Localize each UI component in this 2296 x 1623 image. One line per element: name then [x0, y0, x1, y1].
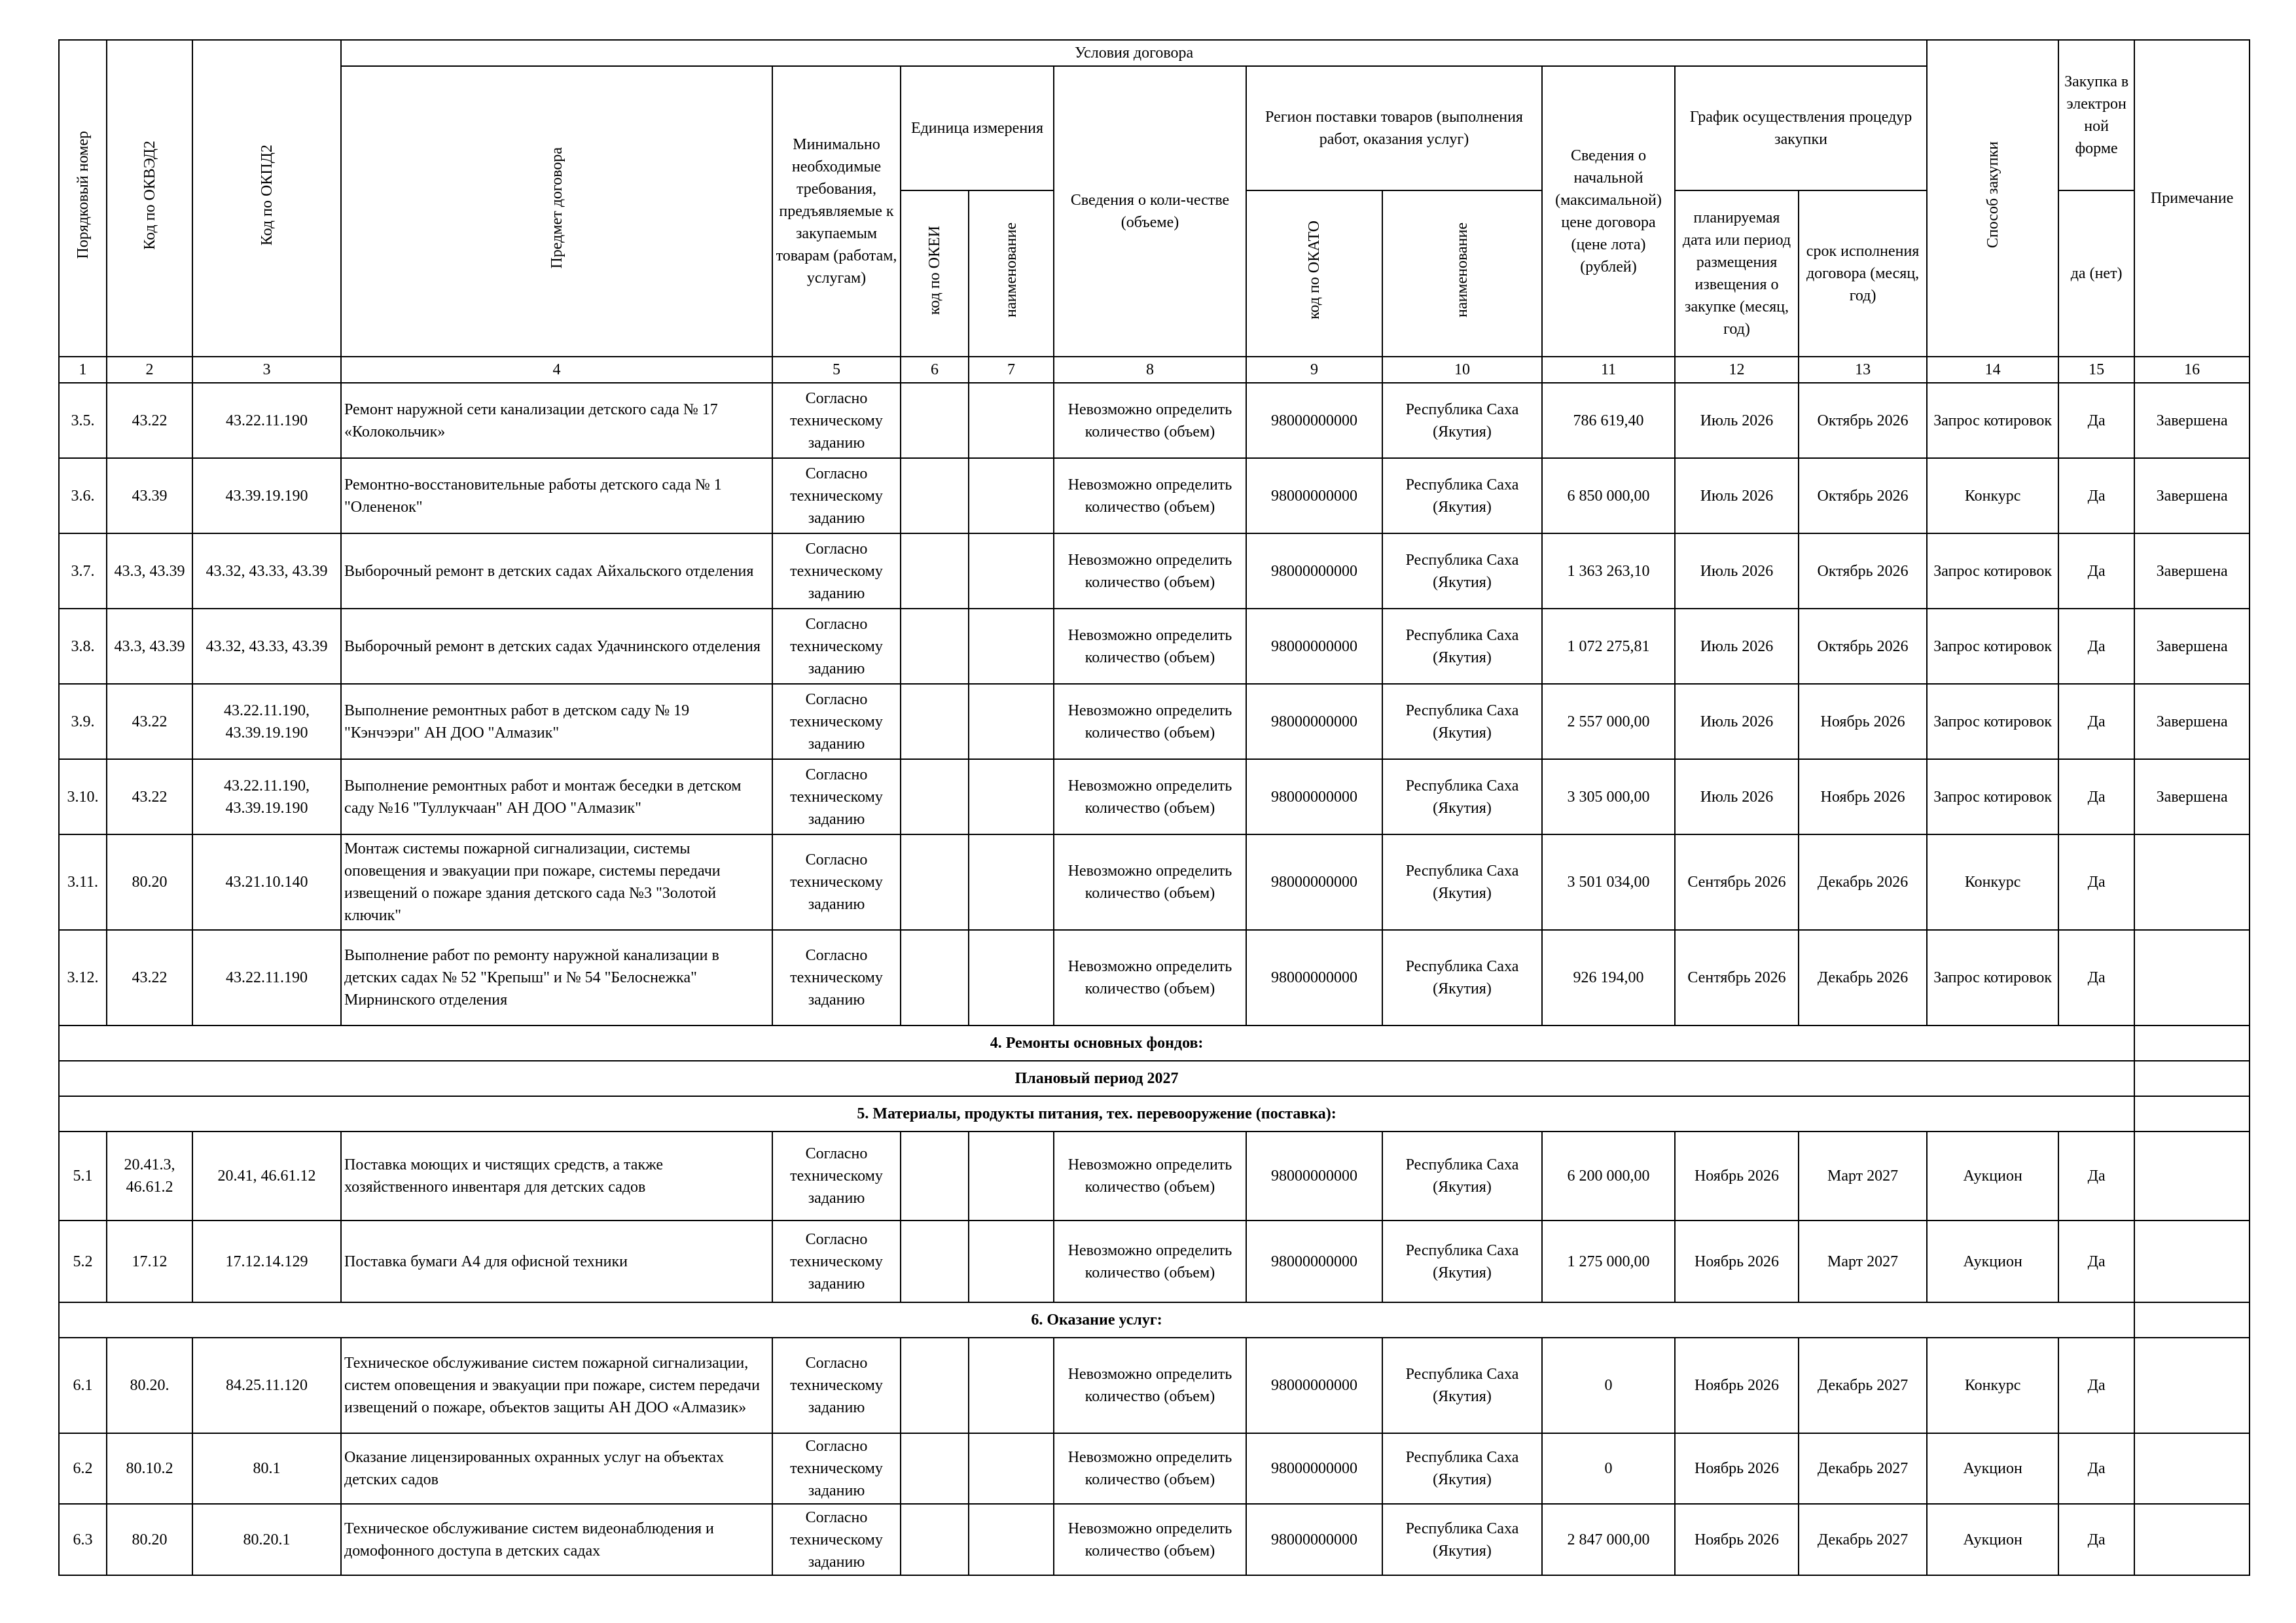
cell-method: Запрос котировок: [1927, 759, 2058, 834]
cell-okved: 80.20: [107, 834, 192, 930]
column-number: 4: [341, 357, 772, 383]
empty-cell: [901, 533, 969, 609]
cell-req: Согласно техническому заданию: [772, 533, 901, 609]
column-number: 10: [1382, 357, 1542, 383]
cell-price: 0: [1542, 1433, 1675, 1504]
cell-plan: Сентябрь 2026: [1675, 834, 1799, 930]
column-number: 9: [1246, 357, 1382, 383]
cell-method: Конкурс: [1927, 458, 2058, 533]
cell-num: 5.2: [59, 1221, 107, 1302]
cell-region: Республика Саха (Якутия): [1382, 1338, 1542, 1433]
empty-cell: [901, 834, 969, 930]
cell-subject: Выборочный ремонт в детских садах Удачнинского отделения: [341, 609, 772, 684]
cell-term: Октябрь 2026: [1799, 609, 1927, 684]
cell-method: Аукцион: [1927, 1433, 2058, 1504]
cell-subject: Выполнение ремонтных работ и монтаж беседки в детском саду №16 "Туллукчаан" АН ДОО "Алмазик": [341, 759, 772, 834]
empty-cell: [2134, 1096, 2250, 1132]
cell-price: 0: [1542, 1338, 1675, 1433]
cell-el: Да: [2058, 1433, 2134, 1504]
cell-term: Октябрь 2026: [1799, 458, 1927, 533]
empty-cell: [969, 533, 1054, 609]
cell-plan: Ноябрь 2026: [1675, 1338, 1799, 1433]
cell-okved: 43.22: [107, 684, 192, 759]
cell-num: 3.10.: [59, 759, 107, 834]
table-row: [59, 834, 2250, 930]
cell-method: Запрос котировок: [1927, 383, 2058, 458]
cell-el: Да: [2058, 1132, 2134, 1221]
cell-req: Согласно техническому заданию: [772, 609, 901, 684]
table-row: [59, 458, 2250, 533]
empty-cell: [901, 1221, 969, 1302]
cell-qty: Невозможно определить количество (объем): [1054, 834, 1246, 930]
cell-okato: 98000000000: [1246, 684, 1382, 759]
cell-region: Республика Саха (Якутия): [1382, 834, 1542, 930]
cell-plan: Июль 2026: [1675, 383, 1799, 458]
cell-okato: 98000000000: [1246, 1433, 1382, 1504]
empty-cell: [901, 684, 969, 759]
cell-note: [2134, 1221, 2250, 1302]
cell-qty: Невозможно определить количество (объем): [1054, 759, 1246, 834]
cell-price: 3 501 034,00: [1542, 834, 1675, 930]
cell-num: 6.3: [59, 1504, 107, 1575]
cell-note: [2134, 834, 2250, 930]
cell-term: Ноябрь 2026: [1799, 759, 1927, 834]
header-unit-name: наименование: [969, 190, 1054, 357]
cell-region: Республика Саха (Якутия): [1382, 759, 1542, 834]
cell-subject: Монтаж системы пожарной сигнализации, системы оповещения и эвакуации при пожаре, системы передачи извещений о пожаре здания детского сада №3 "Золотой ключик": [341, 834, 772, 930]
cell-plan: Июль 2026: [1675, 609, 1799, 684]
header-row-1: [59, 40, 2250, 66]
cell-okved: 80.20: [107, 1504, 192, 1575]
cell-okpd: 43.22.11.190, 43.39.19.190: [192, 684, 341, 759]
cell-okpd: 20.41, 46.61.12: [192, 1132, 341, 1221]
cell-okpd: 43.22.11.190, 43.39.19.190: [192, 759, 341, 834]
section-6-row: [59, 1302, 2250, 1338]
section-6-row-title: 6. Оказание услуг:: [59, 1302, 2134, 1338]
empty-cell: [901, 1132, 969, 1221]
header-price: Сведения о начальной (максимальной) цене договора (цене лота) (рублей): [1542, 66, 1675, 357]
cell-req: Согласно техническому заданию: [772, 834, 901, 930]
cell-region: Республика Саха (Якутия): [1382, 383, 1542, 458]
cell-note: [2134, 1132, 2250, 1221]
header-electronic-yes: да (нет): [2058, 190, 2134, 357]
header-region: Регион поставки товаров (выполнения работ, оказания услуг): [1246, 66, 1542, 190]
cell-okved: 80.10.2: [107, 1433, 192, 1504]
cell-num: 6.1: [59, 1338, 107, 1433]
cell-plan: Ноябрь 2026: [1675, 1221, 1799, 1302]
cell-el: Да: [2058, 458, 2134, 533]
cell-okpd: 43.22.11.190: [192, 383, 341, 458]
column-number: 3: [192, 357, 341, 383]
column-number: 15: [2058, 357, 2134, 383]
cell-okato: 98000000000: [1246, 1221, 1382, 1302]
table-row: [59, 1221, 2250, 1302]
cell-price: 6 200 000,00: [1542, 1132, 1675, 1221]
empty-cell: [969, 1433, 1054, 1504]
cell-plan: Ноябрь 2026: [1675, 1433, 1799, 1504]
header-min-req: Минимально необходимые требования, предъявляемые к закупаемым товарам (работам, услугам): [772, 66, 901, 357]
cell-region: Республика Саха (Якутия): [1382, 533, 1542, 609]
cell-term: Декабрь 2027: [1799, 1433, 1927, 1504]
header-schedule: График осуществления процедур закупки: [1675, 66, 1927, 190]
empty-cell: [969, 1504, 1054, 1575]
cell-okato: 98000000000: [1246, 1504, 1382, 1575]
cell-term: Ноябрь 2026: [1799, 684, 1927, 759]
empty-cell: [969, 458, 1054, 533]
table-row: [59, 930, 2250, 1026]
empty-cell: [969, 1338, 1054, 1433]
empty-cell: [969, 759, 1054, 834]
header-term: срок исполнения договора (месяц, год): [1799, 190, 1927, 357]
cell-okato: 98000000000: [1246, 759, 1382, 834]
cell-okato: 98000000000: [1246, 1338, 1382, 1433]
cell-note: [2134, 1338, 2250, 1433]
cell-region: Республика Саха (Якутия): [1382, 930, 1542, 1026]
empty-cell: [901, 930, 969, 1026]
cell-price: 926 194,00: [1542, 930, 1675, 1026]
cell-region: Республика Саха (Якутия): [1382, 684, 1542, 759]
cell-okato: 98000000000: [1246, 533, 1382, 609]
cell-method: Запрос котировок: [1927, 533, 2058, 609]
cell-qty: Невозможно определить количество (объем): [1054, 684, 1246, 759]
cell-okato: 98000000000: [1246, 458, 1382, 533]
column-number: 7: [969, 357, 1054, 383]
cell-method: Конкурс: [1927, 1338, 2058, 1433]
cell-subject: Ремонтно-восстановительные работы детского сада № 1 "Олененок": [341, 458, 772, 533]
header-subject: Предмет договора: [341, 66, 772, 357]
cell-el: Да: [2058, 684, 2134, 759]
cell-qty: Невозможно определить количество (объем): [1054, 1132, 1246, 1221]
empty-cell: [901, 458, 969, 533]
cell-subject: Выполнение ремонтных работ в детском саду № 19 "Кэнчээри" АН ДОО "Алмазик": [341, 684, 772, 759]
empty-cell: [901, 759, 969, 834]
cell-qty: Невозможно определить количество (объем): [1054, 533, 1246, 609]
header-method: Способ закупки: [1927, 40, 2058, 357]
cell-okpd: 43.22.11.190: [192, 930, 341, 1026]
cell-method: Запрос котировок: [1927, 930, 2058, 1026]
cell-term: Декабрь 2027: [1799, 1338, 1927, 1433]
header-row-2: [59, 66, 2250, 190]
cell-term: Декабрь 2026: [1799, 834, 1927, 930]
cell-method: Аукцион: [1927, 1221, 2058, 1302]
cell-num: 5.1: [59, 1132, 107, 1221]
cell-req: Согласно техническому заданию: [772, 759, 901, 834]
cell-plan: Сентябрь 2026: [1675, 930, 1799, 1026]
cell-el: Да: [2058, 1338, 2134, 1433]
cell-el: Да: [2058, 834, 2134, 930]
table-row: [59, 609, 2250, 684]
cell-num: 3.5.: [59, 383, 107, 458]
cell-okpd: 80.20.1: [192, 1504, 341, 1575]
cell-okved: 43.3, 43.39: [107, 609, 192, 684]
cell-subject: Техническое обслуживание систем видеонаблюдения и домофонного доступа в детских садах: [341, 1504, 772, 1575]
column-number: 6: [901, 357, 969, 383]
cell-okato: 98000000000: [1246, 1132, 1382, 1221]
cell-price: 3 305 000,00: [1542, 759, 1675, 834]
empty-cell: [901, 1504, 969, 1575]
header-unit: Единица измерения: [901, 66, 1054, 190]
table-row: [59, 684, 2250, 759]
cell-qty: Невозможно определить количество (объем): [1054, 609, 1246, 684]
cell-el: Да: [2058, 533, 2134, 609]
cell-req: Согласно техническому заданию: [772, 1433, 901, 1504]
cell-note: [2134, 1504, 2250, 1575]
cell-term: Декабрь 2027: [1799, 1504, 1927, 1575]
cell-method: Аукцион: [1927, 1504, 2058, 1575]
column-number-row: [59, 357, 2250, 383]
cell-region: Республика Саха (Якутия): [1382, 1504, 1542, 1575]
cell-note: Завершена: [2134, 533, 2250, 609]
cell-method: Запрос котировок: [1927, 609, 2058, 684]
empty-cell: [2134, 1026, 2250, 1061]
table-row: [59, 1338, 2250, 1433]
cell-qty: Невозможно определить количество (объем): [1054, 383, 1246, 458]
header-okved2: Код по ОКВЭД2: [107, 40, 192, 357]
cell-term: Март 2027: [1799, 1221, 1927, 1302]
cell-okpd: 17.12.14.129: [192, 1221, 341, 1302]
table-row: [59, 1132, 2250, 1221]
cell-method: Аукцион: [1927, 1132, 2058, 1221]
cell-num: 3.11.: [59, 834, 107, 930]
column-number: 5: [772, 357, 901, 383]
cell-okpd: 43.39.19.190: [192, 458, 341, 533]
cell-okpd: 43.32, 43.33, 43.39: [192, 609, 341, 684]
empty-cell: [901, 383, 969, 458]
cell-el: Да: [2058, 609, 2134, 684]
cell-method: Конкурс: [1927, 834, 2058, 930]
cell-req: Согласно техническому заданию: [772, 1504, 901, 1575]
empty-cell: [2134, 1302, 2250, 1338]
cell-req: Согласно техническому заданию: [772, 1132, 901, 1221]
cell-num: 6.2: [59, 1433, 107, 1504]
cell-okato: 98000000000: [1246, 930, 1382, 1026]
cell-okato: 98000000000: [1246, 609, 1382, 684]
column-number: 11: [1542, 357, 1675, 383]
cell-region: Республика Саха (Якутия): [1382, 1132, 1542, 1221]
procurement-plan-table: [58, 39, 2250, 1576]
cell-note: Завершена: [2134, 609, 2250, 684]
cell-num: 3.9.: [59, 684, 107, 759]
cell-okved: 43.22: [107, 759, 192, 834]
cell-num: 3.6.: [59, 458, 107, 533]
cell-term: Октябрь 2026: [1799, 533, 1927, 609]
empty-cell: [969, 609, 1054, 684]
cell-okpd: 80.1: [192, 1433, 341, 1504]
cell-price: 2 847 000,00: [1542, 1504, 1675, 1575]
cell-subject: Поставка моющих и чистящих средств, а также хозяйственного инвентаря для детских садов: [341, 1132, 772, 1221]
section-4-row: [59, 1026, 2250, 1061]
cell-qty: Невозможно определить количество (объем): [1054, 1338, 1246, 1433]
header-qty: Сведения о коли-честве (объеме): [1054, 66, 1246, 357]
empty-cell: [969, 1221, 1054, 1302]
cell-okved: 20.41.3, 46.61.2: [107, 1132, 192, 1221]
cell-okved: 43.39: [107, 458, 192, 533]
cell-note: [2134, 930, 2250, 1026]
column-number: 8: [1054, 357, 1246, 383]
cell-subject: Выборочный ремонт в детских садах Айхальского отделения: [341, 533, 772, 609]
empty-cell: [969, 383, 1054, 458]
cell-el: Да: [2058, 1221, 2134, 1302]
empty-cell: [901, 609, 969, 684]
cell-num: 3.8.: [59, 609, 107, 684]
cell-qty: Невозможно определить количество (объем): [1054, 930, 1246, 1026]
header-region-name: наименование: [1382, 190, 1542, 357]
cell-req: Согласно техническому заданию: [772, 1338, 901, 1433]
cell-okved: 43.22: [107, 930, 192, 1026]
cell-term: Декабрь 2026: [1799, 930, 1927, 1026]
empty-cell: [969, 834, 1054, 930]
empty-cell: [969, 1132, 1054, 1221]
cell-region: Республика Саха (Якутия): [1382, 609, 1542, 684]
table-row: [59, 383, 2250, 458]
column-number: 13: [1799, 357, 1927, 383]
cell-qty: Невозможно определить количество (объем): [1054, 1221, 1246, 1302]
cell-qty: Невозможно определить количество (объем): [1054, 458, 1246, 533]
cell-qty: Невозможно определить количество (объем): [1054, 1433, 1246, 1504]
cell-note: Завершена: [2134, 759, 2250, 834]
cell-region: Республика Саха (Якутия): [1382, 1221, 1542, 1302]
cell-price: 1 072 275,81: [1542, 609, 1675, 684]
cell-term: Октябрь 2026: [1799, 383, 1927, 458]
header-note: Примечание: [2134, 40, 2250, 357]
cell-note: Завершена: [2134, 684, 2250, 759]
header-conditions: Условия договора: [341, 40, 1927, 66]
cell-region: Республика Саха (Якутия): [1382, 458, 1542, 533]
header-okpd2: Код по ОКПД2: [192, 40, 341, 357]
cell-plan: Ноябрь 2026: [1675, 1132, 1799, 1221]
cell-subject: Техническое обслуживание систем пожарной сигнализации, систем оповещения и эвакуации при пожаре, систем передачи извещений о пожаре, объектов защиты АН ДОО «Алмазик»: [341, 1338, 772, 1433]
empty-cell: [901, 1433, 969, 1504]
cell-okved: 43.22: [107, 383, 192, 458]
cell-note: [2134, 1433, 2250, 1504]
section-5-row: [59, 1096, 2250, 1132]
cell-note: Завершена: [2134, 383, 2250, 458]
cell-num: 3.7.: [59, 533, 107, 609]
cell-req: Согласно техническому заданию: [772, 930, 901, 1026]
empty-cell: [969, 930, 1054, 1026]
cell-okato: 98000000000: [1246, 834, 1382, 930]
cell-plan: Июль 2026: [1675, 458, 1799, 533]
column-number: 14: [1927, 357, 2058, 383]
cell-plan: Июль 2026: [1675, 533, 1799, 609]
cell-el: Да: [2058, 1504, 2134, 1575]
table-row: [59, 533, 2250, 609]
cell-req: Согласно техническому заданию: [772, 1221, 901, 1302]
section-5-row-title: 5. Материалы, продукты питания, тех. перевооружение (поставка):: [59, 1096, 2134, 1132]
cell-req: Согласно техническому заданию: [772, 684, 901, 759]
cell-okved: 17.12: [107, 1221, 192, 1302]
cell-plan: Ноябрь 2026: [1675, 1504, 1799, 1575]
cell-okved: 80.20.: [107, 1338, 192, 1433]
empty-cell: [901, 1338, 969, 1433]
cell-okpd: 43.32, 43.33, 43.39: [192, 533, 341, 609]
empty-cell: [2134, 1061, 2250, 1096]
cell-num: 3.12.: [59, 930, 107, 1026]
header-planned-date: планируемая дата или период размещения извещения о закупке (месяц, год): [1675, 190, 1799, 357]
column-number: 12: [1675, 357, 1799, 383]
cell-price: 1 363 263,10: [1542, 533, 1675, 609]
cell-subject: Выполнение работ по ремонту наружной канализации в детских садах № 52 "Крепыш" и № 54 "Белоснежка" Мирнинского отделения: [341, 930, 772, 1026]
cell-price: 6 850 000,00: [1542, 458, 1675, 533]
cell-plan: Июль 2026: [1675, 759, 1799, 834]
column-number: 2: [107, 357, 192, 383]
cell-term: Март 2027: [1799, 1132, 1927, 1221]
cell-req: Согласно техническому заданию: [772, 383, 901, 458]
column-number: 1: [59, 357, 107, 383]
header-unit-code: код по ОКЕИ: [901, 190, 969, 357]
empty-cell: [969, 684, 1054, 759]
planned-period-row-title: Плановый период 2027: [59, 1061, 2134, 1096]
cell-req: Согласно техническому заданию: [772, 458, 901, 533]
table-row: [59, 1504, 2250, 1575]
cell-price: 1 275 000,00: [1542, 1221, 1675, 1302]
cell-note: Завершена: [2134, 458, 2250, 533]
cell-subject: Поставка бумаги А4 для офисной техники: [341, 1221, 772, 1302]
cell-subject: Ремонт наружной сети канализации детского сада № 17 «Колокольчик»: [341, 383, 772, 458]
table-row: [59, 759, 2250, 834]
section-4-row-title: 4. Ремонты основных фондов:: [59, 1026, 2134, 1061]
header-region-code: код по ОКАТО: [1246, 190, 1382, 357]
cell-okpd: 43.21.10.140: [192, 834, 341, 930]
cell-okpd: 84.25.11.120: [192, 1338, 341, 1433]
column-number: 16: [2134, 357, 2250, 383]
cell-price: 2 557 000,00: [1542, 684, 1675, 759]
table-row: [59, 1433, 2250, 1504]
cell-qty: Невозможно определить количество (объем): [1054, 1504, 1246, 1575]
cell-okato: 98000000000: [1246, 383, 1382, 458]
planned-period-row: [59, 1061, 2250, 1096]
cell-method: Запрос котировок: [1927, 684, 2058, 759]
cell-el: Да: [2058, 759, 2134, 834]
cell-region: Республика Саха (Якутия): [1382, 1433, 1542, 1504]
cell-plan: Июль 2026: [1675, 684, 1799, 759]
cell-el: Да: [2058, 383, 2134, 458]
cell-okved: 43.3, 43.39: [107, 533, 192, 609]
cell-el: Да: [2058, 930, 2134, 1026]
header-electronic: Закупка в электрон ной форме: [2058, 40, 2134, 190]
cell-price: 786 619,40: [1542, 383, 1675, 458]
cell-subject: Оказание лицензированных охранных услуг на объектах детских садов: [341, 1433, 772, 1504]
header-order-num: Порядковый номер: [59, 40, 107, 357]
